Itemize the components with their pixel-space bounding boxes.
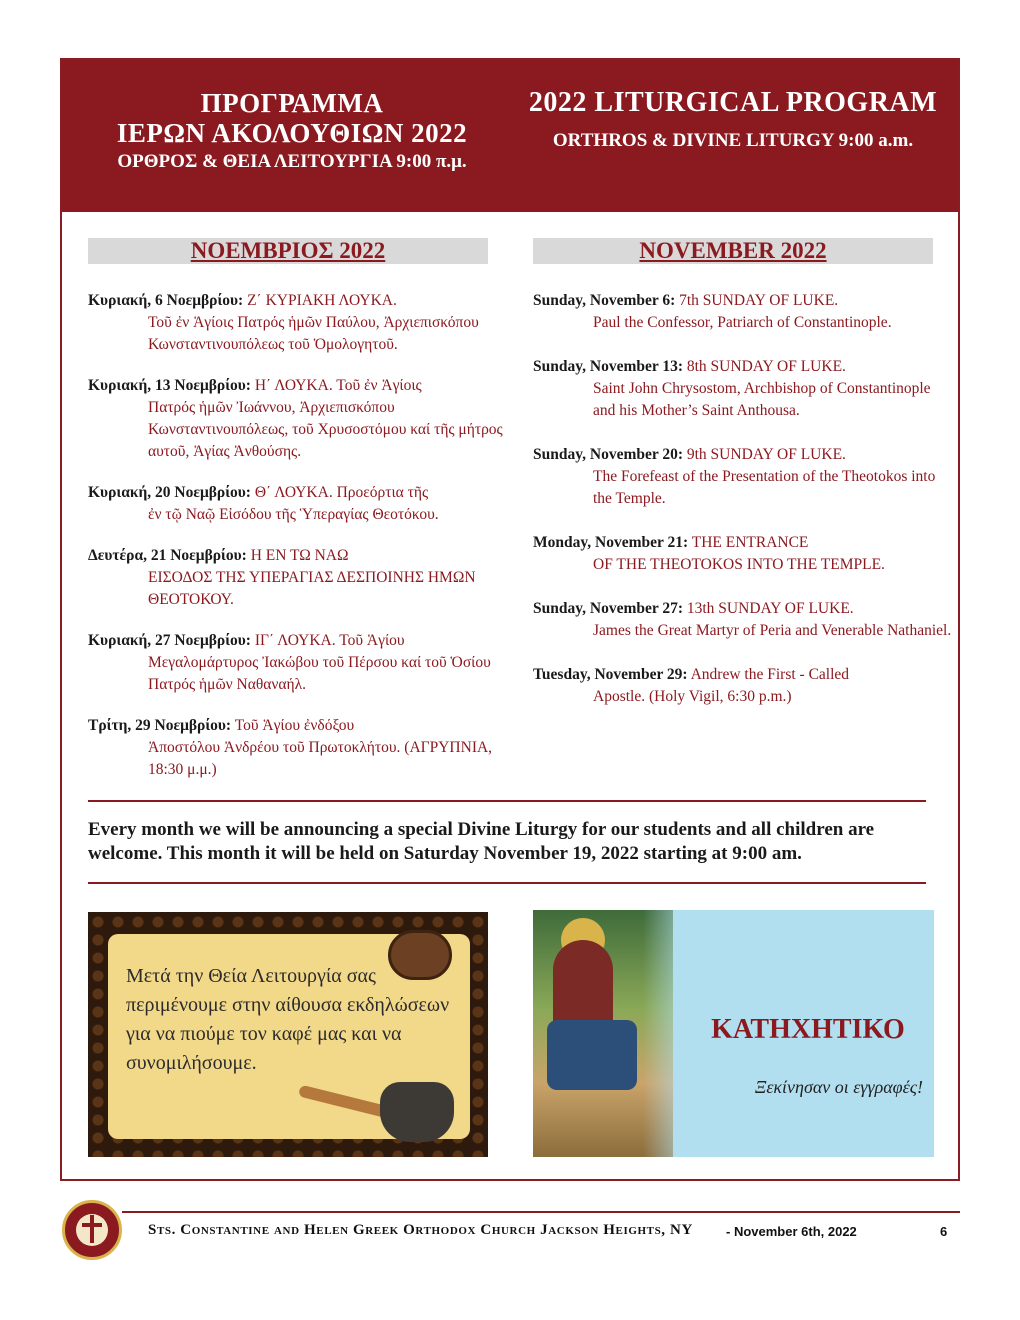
- entry-date: Κυριακή, 6 Νοεμβρίου:: [88, 292, 244, 309]
- divider-top: [88, 800, 926, 802]
- page-number: 6: [940, 1224, 948, 1239]
- coffee-pot-image: [380, 1082, 454, 1142]
- entry-date: Sunday, November 13:: [533, 358, 683, 375]
- church-seal-logo: [62, 1200, 122, 1260]
- entry-details: The Forefeast of the Presentation of the Theotokos into the Temple.: [593, 468, 936, 507]
- entry-date: Κυριακή, 20 Νοεμβρίου:: [88, 484, 251, 501]
- greek-banner-line2: ΙΕΡΩΝ ΑΚΟΛΟΥΘΙΩΝ 2022: [116, 118, 468, 148]
- entry-feast: 8th SUNDAY OF LUKE.: [683, 358, 846, 375]
- entry-details: Τοῦ ἐν Ἁγίοις Πατρός ἡμῶν Παύλου, Ἀρχιεπισκόπου Κωνσταντινουπόλεως τοῦ Ὁμολογητοῦ.: [148, 314, 479, 353]
- footer-date: - November 6th, 2022: [726, 1224, 857, 1239]
- entry-date: Monday, November 21:: [533, 534, 689, 551]
- header-banner: [62, 60, 958, 212]
- greek-entry: [88, 482, 518, 526]
- entry-feast: ΙΓ΄ ΛΟΥΚΑ. Τοῦ Ἁγίου: [250, 632, 405, 649]
- entry-feast: Θ΄ ΛΟΥΚΑ. Προεόρτια τῆς: [250, 484, 429, 501]
- cross-icon: [90, 1215, 94, 1243]
- robe-shape: [547, 1020, 637, 1090]
- divider-bottom: [88, 882, 926, 884]
- coffee-hour-panel: [88, 912, 488, 1157]
- greek-entry: [88, 715, 518, 781]
- english-entry: [533, 290, 953, 334]
- entry-feast: 9th SUNDAY OF LUKE.: [683, 446, 846, 463]
- catechism-title: ΚΑΤΗΧΗΤΙΚΟ: [711, 1014, 905, 1045]
- entry-details: ἐν τῷ Ναῷ Εἰσόδου τῆς Ὑπεραγίας Θεοτόκου.: [148, 506, 439, 523]
- catechism-panel: [533, 910, 934, 1157]
- entry-feast: Η ΕΝ ΤΩ ΝΑΩ: [246, 547, 349, 564]
- entry-date: Κυριακή, 13 Νοεμβρίου:: [88, 377, 251, 394]
- greek-entry: [88, 545, 518, 611]
- entry-details: Apostle. (Holy Vigil, 6:30 p.m.): [593, 688, 792, 705]
- entry-details: OF THE THEOTOKOS INTO THE TEMPLE.: [593, 556, 885, 573]
- entry-feast: THE ENTRANCE: [688, 534, 809, 551]
- entry-details: Ἀποστόλου Ἀνδρέου τοῦ Πρωτοκλήτου. (ΑΓΡΥΠΝΙΑ, 18:30 μ.μ.): [148, 739, 493, 778]
- entry-date: Τρίτη, 29 Νοεμβρίου:: [88, 717, 232, 734]
- entry-feast: Ζ΄ ΚΥΡΙΑΚΗ ΛΟΥΚΑ.: [243, 292, 397, 309]
- entry-feast: 13th SUNDAY OF LUKE.: [683, 600, 854, 617]
- greek-month-heading: ΝΟΕΜΒΡΙΟΣ 2022: [88, 238, 488, 264]
- entry-details: Paul the Confessor, Patriarch of Constantinople.: [593, 314, 892, 331]
- entry-date: Sunday, November 6:: [533, 292, 676, 309]
- entry-feast: Η΄ ΛΟΥΚΑ. Τοῦ ἐν Ἁγίοις: [250, 377, 422, 394]
- entry-date: Tuesday, November 29:: [533, 666, 688, 683]
- entry-details: Saint John Chrysostom, Archbishop of Constantinople and his Mother’s Saint Anthousa.: [593, 380, 931, 419]
- entry-details: Πατρός ἡμῶν Ἰωάννου, Ἀρχιεπισκόπου Κωνσταντινουπόλεως, τοῦ Χρυσοστόμου καί τῆς μήτρος αυτοῦ, Ἁγίας Ἀνθούσης.: [148, 399, 503, 460]
- greek-banner-line3: ΟΡΘΡΟΣ & ΘΕΙΑ ΛΕΙΤΟΥΡΓΙΑ 9:00 π.μ.: [117, 151, 467, 172]
- english-entry: [533, 532, 953, 576]
- english-entry: [533, 356, 953, 422]
- english-entry: [533, 444, 953, 510]
- greek-schedule: [88, 290, 518, 800]
- greek-entry: [88, 375, 518, 463]
- greek-entry: [88, 630, 518, 696]
- catechism-subtitle: Ξεκίνησαν οι εγγραφές!: [754, 1077, 923, 1097]
- english-banner-title: [518, 88, 948, 152]
- footer-church-name: Sts. Constantine and Helen Greek Orthodox Church Jackson Heights, NY: [148, 1222, 693, 1238]
- english-entry: [533, 598, 953, 642]
- greek-banner-line1: ΠΡΟΓΡΑΜΜΑ: [200, 88, 384, 118]
- greek-entry: [88, 290, 518, 356]
- english-month-heading: NOVEMBER 2022: [533, 238, 933, 264]
- entry-feast: Andrew the First - Called: [687, 666, 850, 683]
- entry-date: Sunday, November 20:: [533, 446, 683, 463]
- entry-date: Sunday, November 27:: [533, 600, 683, 617]
- entry-details: James the Great Martyr of Peria and Venerable Nathaniel.: [593, 622, 952, 639]
- english-banner-subtitle: ORTHROS & DIVINE LITURGY 9:00 a.m.: [552, 130, 914, 151]
- entry-feast: 7th SUNDAY OF LUKE.: [675, 292, 839, 309]
- greek-banner-title: [82, 88, 502, 176]
- english-entry: [533, 664, 953, 708]
- footer-divider: [122, 1211, 960, 1213]
- cross-bar-icon: [82, 1223, 102, 1227]
- entry-date: Κυριακή, 27 Νοεμβρίου:: [88, 632, 251, 649]
- english-schedule: [533, 290, 953, 730]
- entry-details: ΕΙΣΟΔΟΣ ΤΗΣ ΥΠΕΡΑΓΙΑΣ ΔΕΣΠΟΙΝΗΣ ΗΜΩΝ ΘΕΟΤΟΚΟΥ.: [148, 569, 476, 608]
- entry-details: Μεγαλομάρτυρος Ἰακώβου τοῦ Πέρσου καί τοῦ Ὁσίου Πατρός ἡμῶν Ναθαναήλ.: [148, 654, 491, 693]
- children-liturgy-notice: Every month we will be announcing a special Divine Liturgy for our students and all children are welcome. This month it will be held on Saturday November 19, 2022 starting at 9:00 am.: [88, 819, 875, 864]
- entry-date: Δευτέρα, 21 Νοεμβρίου:: [88, 547, 247, 564]
- coffee-hour-text: Μετά την Θεία Λειτουργία σας περιμένουμε στην αίθουσα εκδηλώσεων για να πιούμε τον καφέ μας και να συνομιλήσουμε.: [126, 965, 450, 1074]
- entry-feast: Τοῦ Ἁγίου ἐνδόξου: [231, 717, 355, 734]
- english-banner-heading: 2022 LITURGICAL PROGRAM: [528, 87, 938, 118]
